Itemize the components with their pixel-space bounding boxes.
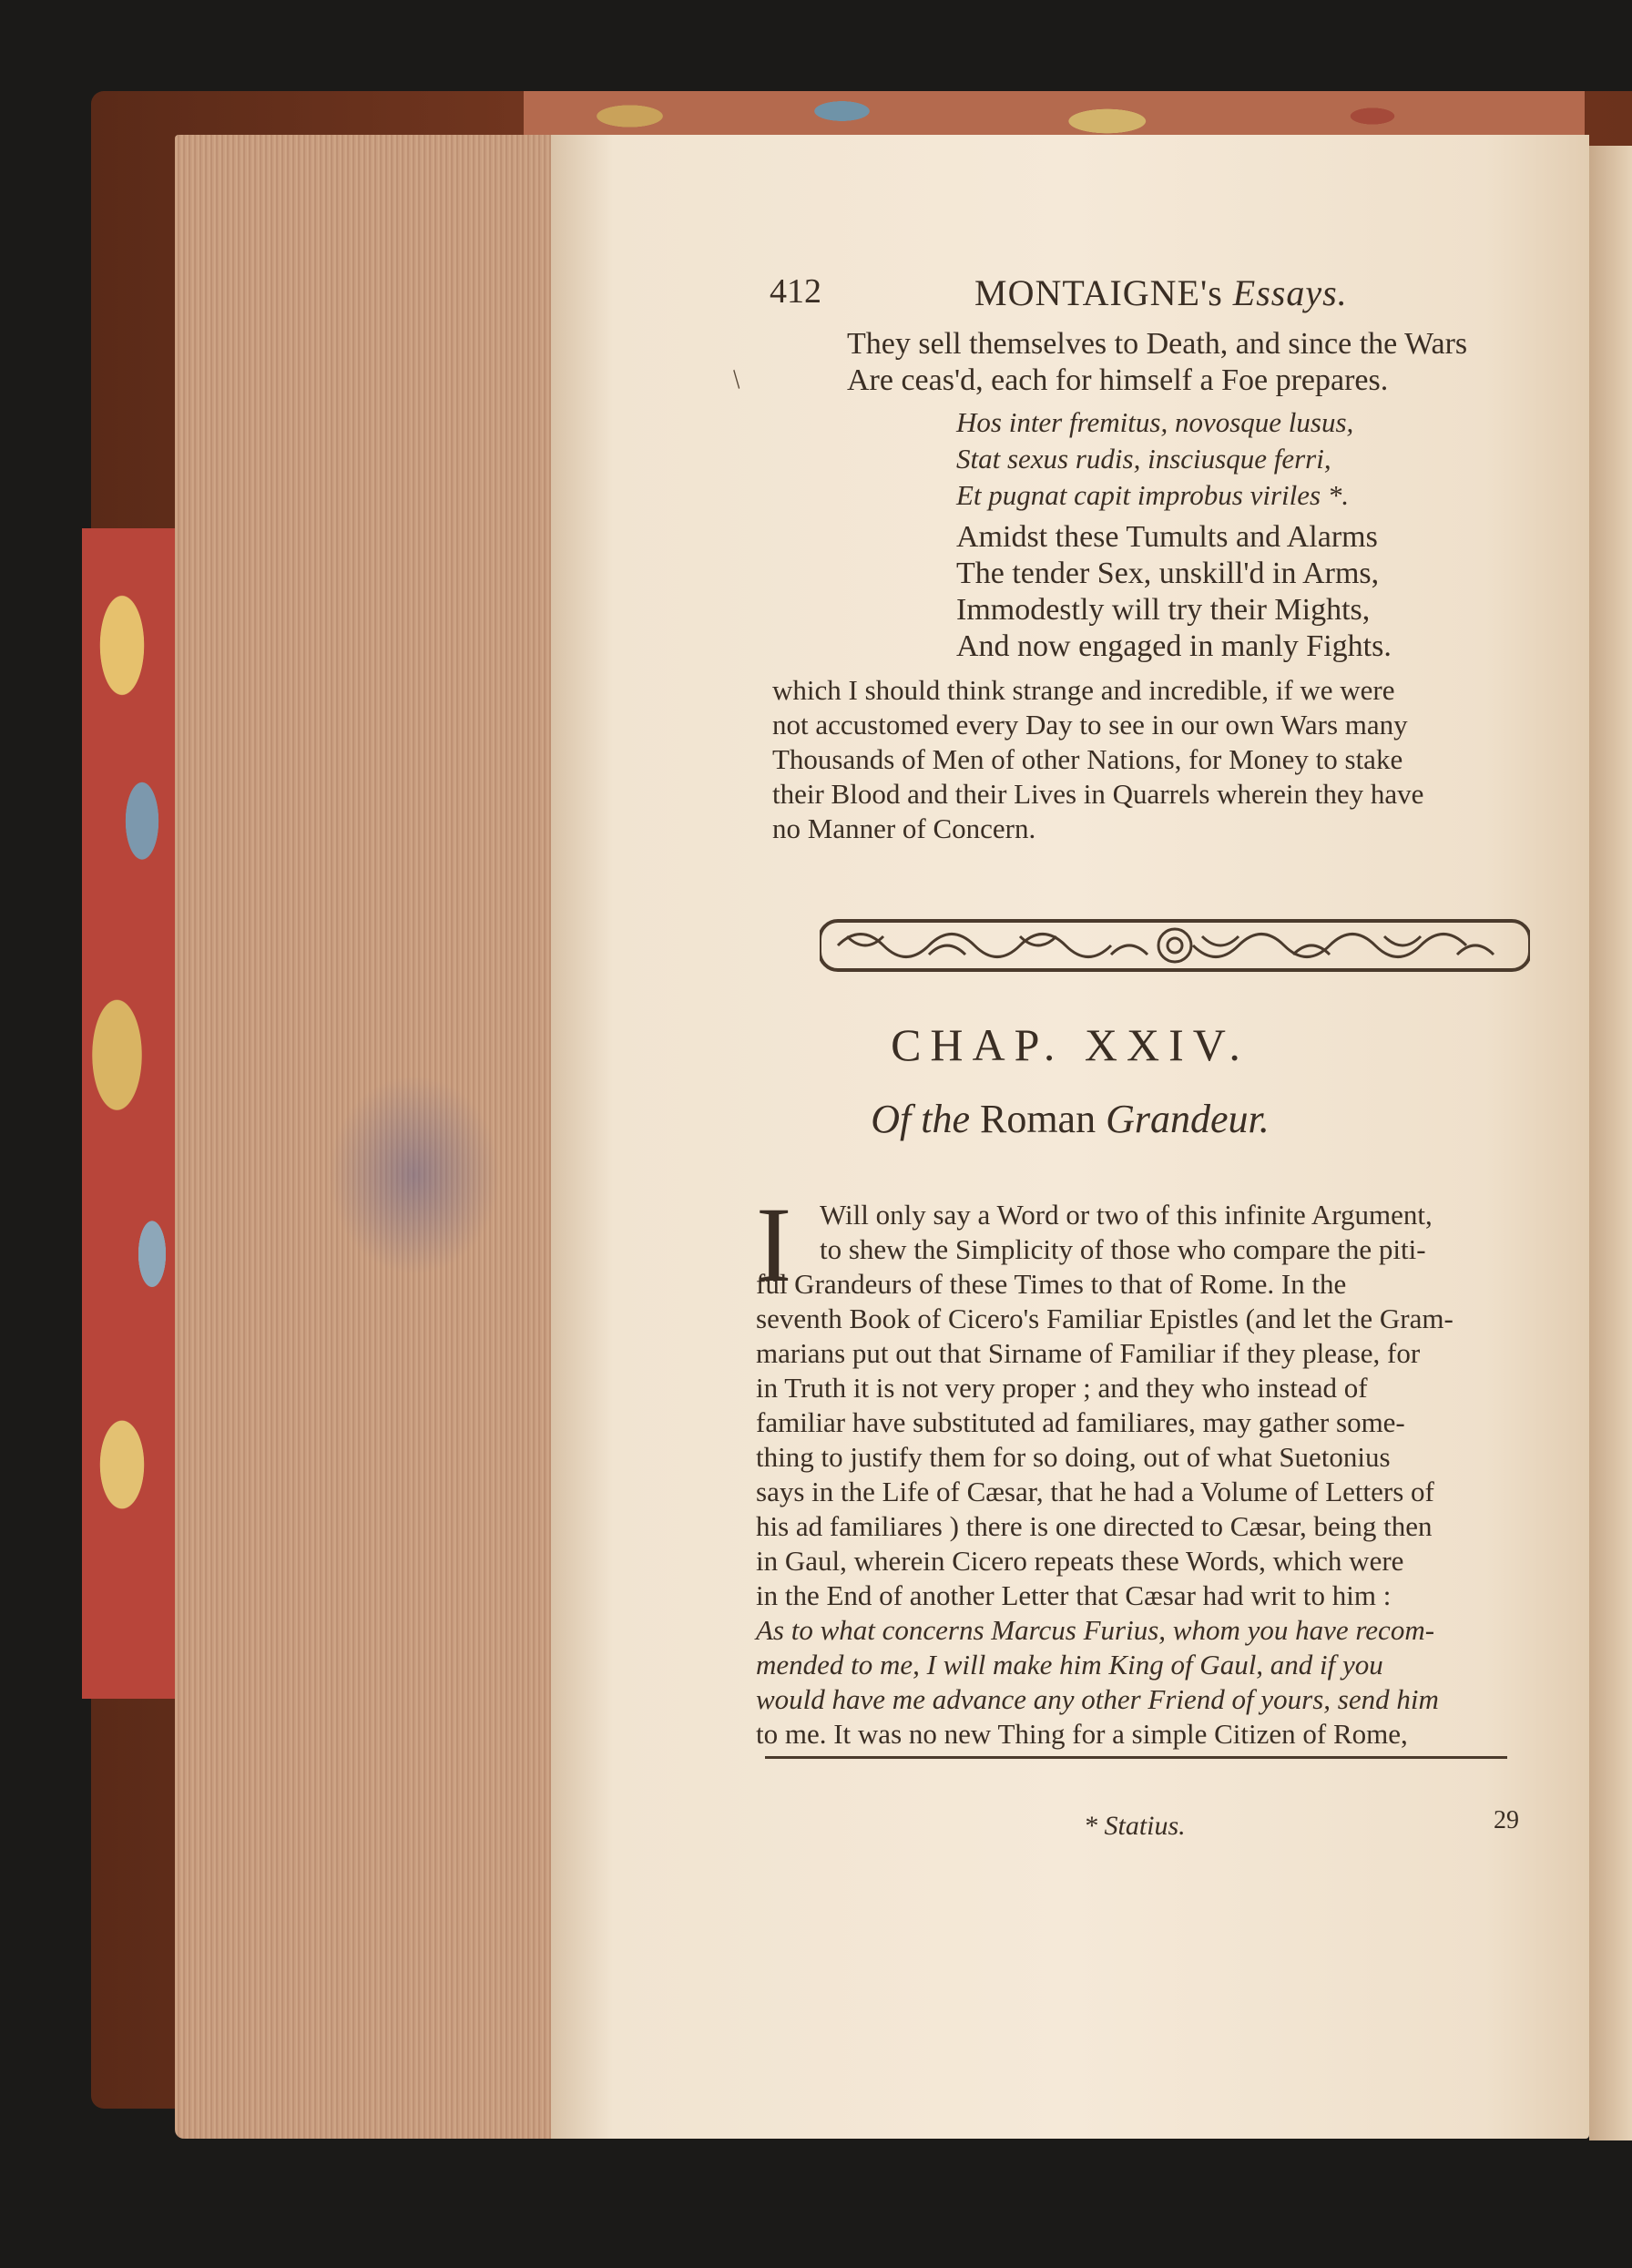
footnote-rule xyxy=(765,1756,1507,1759)
verse-line: Immodestly will try their Mights, xyxy=(956,593,1371,627)
prose-line: mended to me, I will make him King of Gaul, and if you xyxy=(756,1649,1383,1681)
prose-line: which I should think strange and incredible, if we were xyxy=(772,674,1395,706)
prose-line: their Blood and their Lives in Quarrels wherein they have xyxy=(772,778,1424,810)
page-number: 412 xyxy=(770,272,821,311)
running-head xyxy=(551,271,1589,326)
prose-line: in Truth it is not very proper ; and they who instead of xyxy=(756,1372,1368,1404)
prose-line: his ad familiares ) there is one directed to Cæsar, being then xyxy=(756,1510,1433,1542)
prose-line: seventh Book of Cicero's Familiar Epistles (and let the Gram- xyxy=(756,1303,1454,1334)
signature-mark: 29 xyxy=(1494,1806,1519,1834)
prose-line: Will only say a Word or two of this infinite Argument, xyxy=(820,1199,1433,1231)
prose-line: in the End of another Letter that Cæsar had writ to him : xyxy=(756,1579,1392,1611)
prose-line: says in the Life of Cæsar, that he had a Volume of Letters of xyxy=(756,1476,1434,1507)
drop-capital: I xyxy=(756,1185,792,1304)
latin-verse-line: Hos inter fremitus, novosque lusus, xyxy=(956,406,1354,438)
footnote: * Statius. xyxy=(1084,1811,1186,1841)
prose-line: would have me advance any other Friend of yours, send him xyxy=(756,1683,1439,1715)
marbled-endpaper-top xyxy=(524,91,1585,141)
decorative-ornament-icon xyxy=(820,914,1530,977)
prose-line: ful Grandeurs of these Times to that of Rome. In the xyxy=(756,1268,1347,1300)
chapter-title: Of the Roman Grandeur. xyxy=(871,1097,1270,1141)
verse-line: Amidst these Tumults and Alarms xyxy=(956,520,1378,554)
prose-line: no Manner of Concern. xyxy=(772,812,1036,844)
verse-line: And now engaged in manly Fights. xyxy=(956,629,1392,663)
book-page xyxy=(551,135,1589,2139)
facing-page-edge xyxy=(1589,146,1632,2140)
prose-line: familiar have substituted ad familiares, may gather some- xyxy=(756,1406,1405,1438)
prose-line: marians put out that Sirname of Familiar if they please, for xyxy=(756,1337,1421,1369)
prose-line: to me. It was no new Thing for a simple Citizen of Rome, xyxy=(756,1718,1408,1750)
ink-stain xyxy=(328,1075,501,1275)
chapter-number: CHAP. XXIV. xyxy=(891,1019,1250,1070)
latin-verse-line: Et pugnat capit improbus viriles *. xyxy=(956,479,1350,511)
prose-line: not accustomed every Day to see in our own Wars many xyxy=(772,709,1408,741)
prose-line: As to what concerns Marcus Furius, whom you have recom- xyxy=(756,1614,1435,1646)
prose-line: in Gaul, wherein Cicero repeats these Words, which were xyxy=(756,1545,1404,1577)
verse-line: Are ceas'd, each for himself a Foe prepares. xyxy=(847,363,1389,397)
prose-line: thing to justify them for so doing, out of what Suetonius xyxy=(756,1441,1391,1473)
prose-line: to shew the Simplicity of those who compare the piti- xyxy=(820,1233,1426,1265)
prose-line: Thousands of Men of other Nations, for Money to stake xyxy=(772,743,1403,775)
pen-mark-icon: / xyxy=(725,364,749,394)
marbled-cover-corner xyxy=(82,528,182,1699)
verse-line: They sell themselves to Death, and since the Wars xyxy=(847,327,1468,361)
running-title: MONTAIGNE's Essays. xyxy=(974,272,1348,313)
latin-verse-line: Stat sexus rudis, insciusque ferri, xyxy=(956,443,1331,475)
verse-line: The tender Sex, unskill'd in Arms, xyxy=(956,557,1380,590)
